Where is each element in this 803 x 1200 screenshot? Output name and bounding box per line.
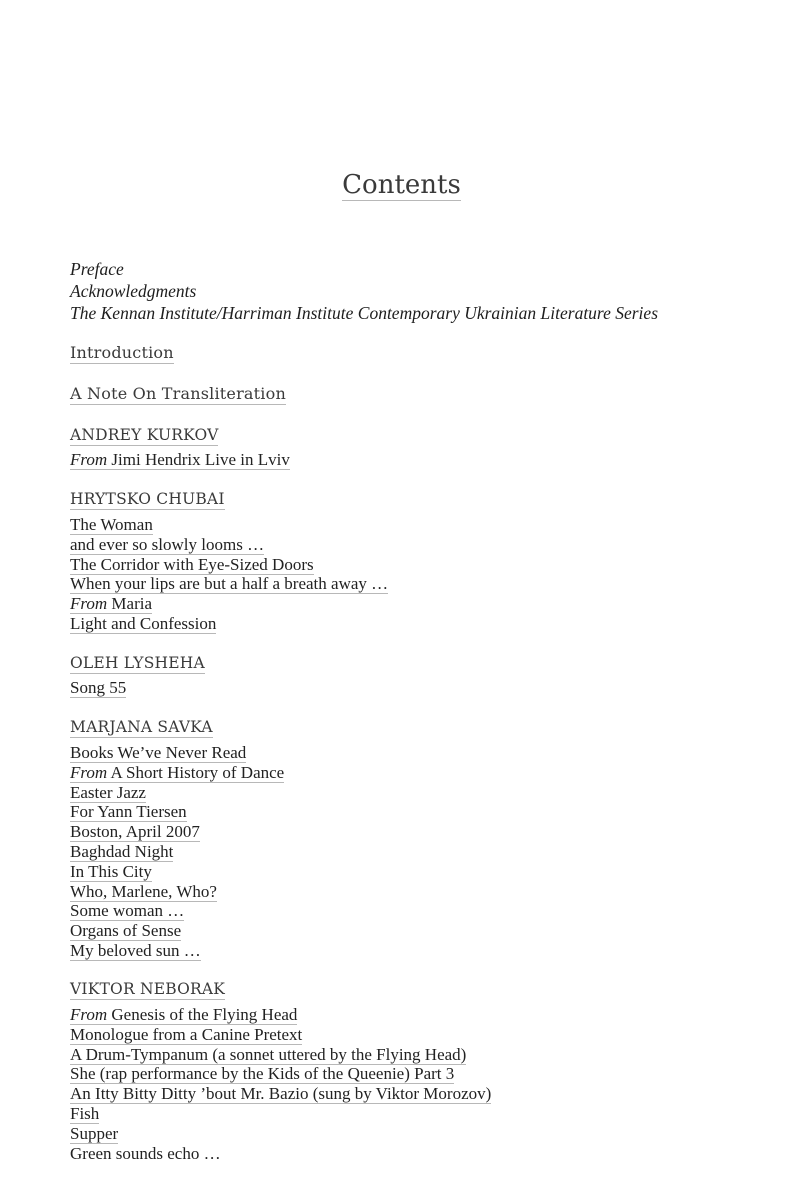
toc-entry[interactable]: The Corridor with Eye-Sized Doors <box>70 554 314 574</box>
toc-entry[interactable]: When your lips are but a half a breath away … <box>70 574 389 594</box>
toc-link-acknowledgments[interactable]: Acknowledgments <box>70 281 197 301</box>
toc-entry[interactable]: Easter Jazz <box>70 782 146 802</box>
toc-entry[interactable]: Books We’ve Never Read <box>70 743 247 762</box>
page-title: Contents <box>342 170 461 200</box>
toc-entry[interactable]: and ever so slowly looms … <box>70 534 265 554</box>
toc-link-introduction[interactable]: Introduction <box>70 343 174 362</box>
toc-entry[interactable]: Green sounds echo … <box>70 1143 221 1163</box>
author-entries <box>70 515 388 634</box>
author-heading[interactable]: HRYTSKO CHUBAI <box>70 490 225 508</box>
author-heading[interactable]: OLEH LYSHEHA <box>70 654 205 672</box>
toc-entry[interactable]: Boston, April 2007 <box>70 822 200 842</box>
toc-entry[interactable]: Some woman … <box>70 901 185 921</box>
toc-entry[interactable]: From Genesis of the Flying Head <box>70 1005 298 1024</box>
author-heading[interactable]: MARJANA SAVKA <box>70 718 213 736</box>
author-heading[interactable]: ANDREY KURKOV <box>70 426 219 444</box>
toc-entry[interactable]: Song 55 <box>70 678 127 697</box>
toc-entry[interactable]: Monologue from a Canine Pretext <box>70 1024 303 1044</box>
toc-entry[interactable]: From Jimi Hendrix Live in Lviv <box>70 450 290 469</box>
author-entries <box>70 450 290 470</box>
author-entries <box>70 678 126 698</box>
front-matter-list <box>70 258 658 324</box>
toc-entry[interactable]: My beloved sun … <box>70 940 201 960</box>
author-entries <box>70 743 284 961</box>
toc-entry[interactable]: Light and Confession <box>70 613 217 633</box>
toc-link-preface[interactable]: Preface <box>70 259 124 279</box>
author-entries <box>70 1005 491 1163</box>
toc-entry[interactable]: From A Short History of Dance <box>70 762 285 782</box>
toc-link-transliteration-note[interactable]: A Note On Transliteration <box>70 384 286 403</box>
toc-entry[interactable]: In This City <box>70 861 152 881</box>
author-heading[interactable]: VIKTOR NEBORAK <box>70 980 226 998</box>
toc-entry[interactable]: Who, Marlene, Who? <box>70 881 217 901</box>
toc-entry[interactable]: Baghdad Night <box>70 841 174 861</box>
toc-entry[interactable]: Organs of Sense <box>70 921 182 941</box>
toc-link-series[interactable]: The Kennan Institute/Harriman Institute Contemporary Ukrainian Literature Series <box>70 303 659 323</box>
toc-entry[interactable]: Supper <box>70 1123 119 1143</box>
toc-entry[interactable]: The Woman <box>70 515 153 534</box>
toc-entry[interactable]: She (rap performance by the Kids of the Queenie) Part 3 <box>70 1064 455 1084</box>
toc-entry[interactable]: Fish <box>70 1103 100 1123</box>
toc-entry[interactable]: From Maria <box>70 594 152 614</box>
toc-entry[interactable]: For Yann Tiersen <box>70 802 187 822</box>
toc-entry[interactable]: A Drum-Tympanum (a sonnet uttered by the Flying Head) <box>70 1044 467 1064</box>
toc-entry[interactable]: An Itty Bitty Ditty ’bout Mr. Bazio (sung by Viktor Morozov) <box>70 1084 492 1104</box>
